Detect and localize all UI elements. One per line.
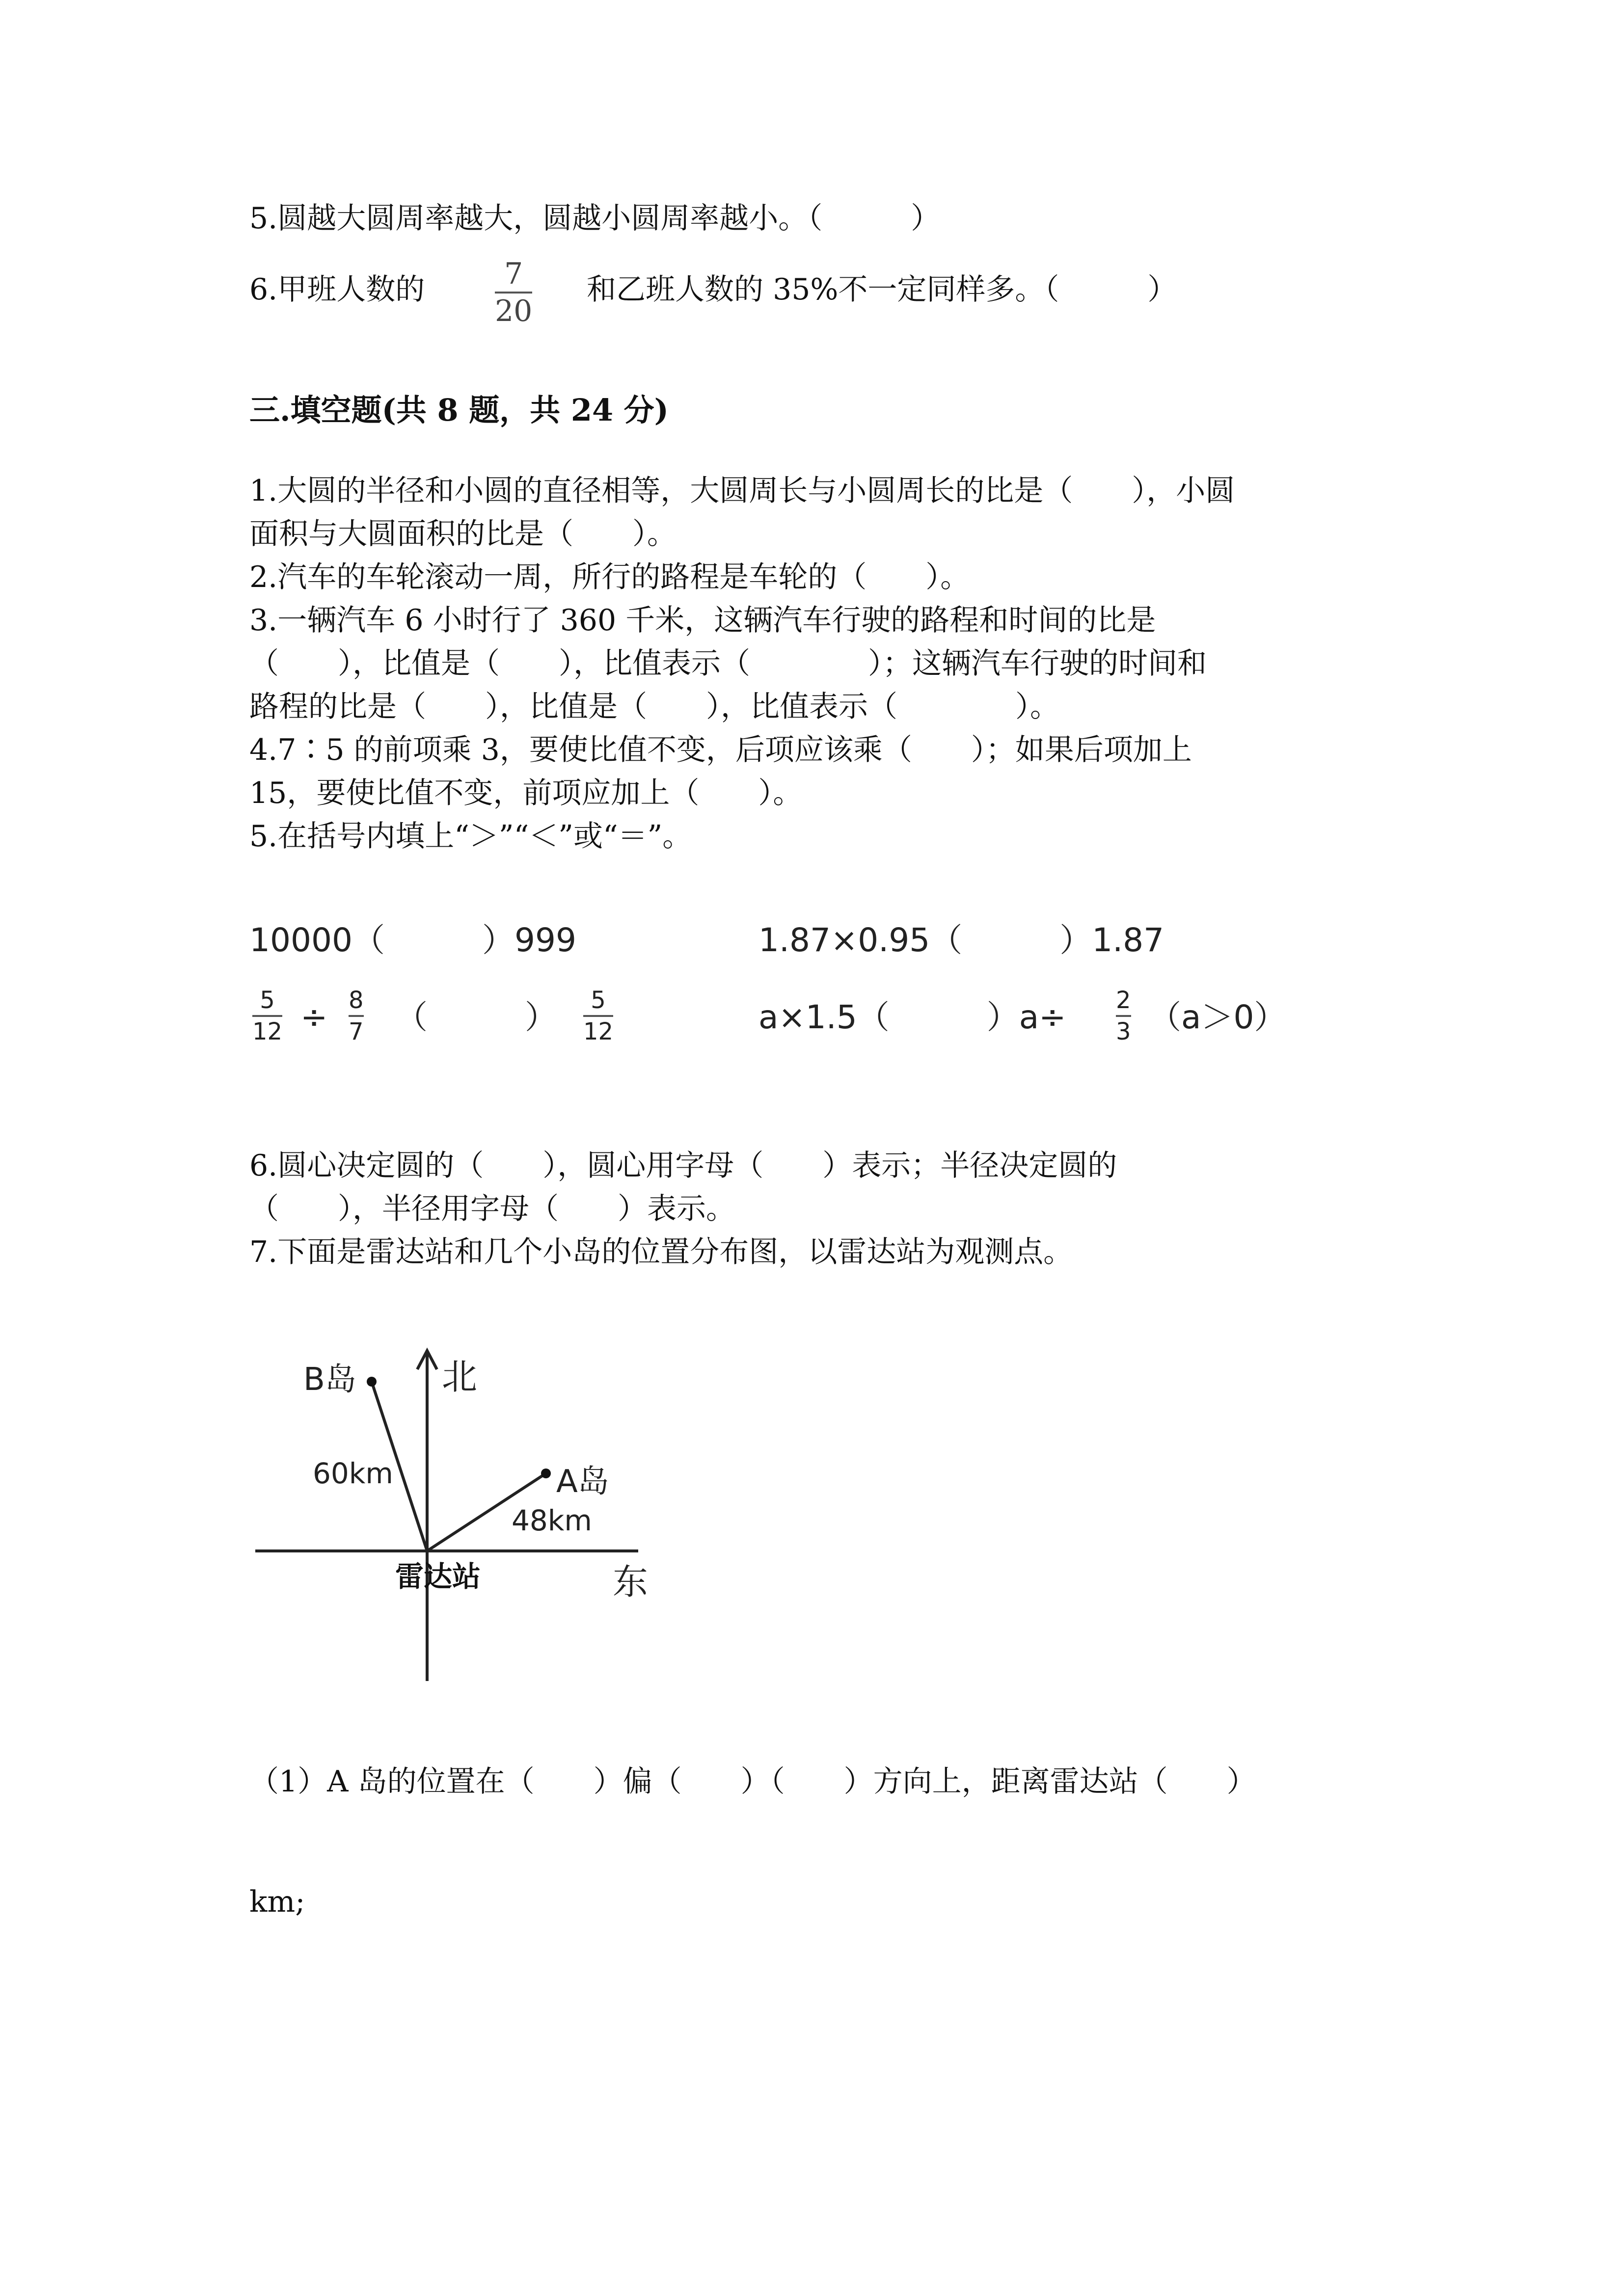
fill-question-1-line-2: 面积与大圆面积的比是（ ）。 xyxy=(249,517,677,551)
section-heading: 三.填空题(共 8 题，共 24 分) xyxy=(249,392,669,428)
north-label: 北 xyxy=(442,1356,478,1397)
fill-question-4-line-1: 4.7∶5 的前项乘 3，要使比值不变，后项应该乘（ ）；如果后项加上 xyxy=(249,733,1192,767)
compare-row-1-right: 1.87×0.95（ ）1.87 xyxy=(758,921,1164,959)
fraction-numerator: 5 xyxy=(260,987,275,1014)
fill-question-6-line-2: （ ），半径用字母（ ）表示。 xyxy=(249,1192,735,1226)
island-a-point xyxy=(541,1468,551,1478)
fraction-denominator: 3 xyxy=(1116,1018,1131,1045)
compare-row-2-condition: （a＞0） xyxy=(1149,998,1287,1036)
judge-question-6-before: 6.甲班人数的 xyxy=(249,272,425,307)
fraction-denominator: 7 xyxy=(349,1018,364,1045)
compare-row-2-right: a×1.5（ ）a÷ xyxy=(758,998,1066,1036)
island-b-point xyxy=(367,1377,377,1387)
fraction-denominator: 12 xyxy=(252,1018,283,1045)
fraction-denominator: 12 xyxy=(583,1018,614,1045)
fill-question-4-line-2: 15，要使比值不变，前项应加上（ ）。 xyxy=(249,776,803,810)
judge-question-6-after: 和乙班人数的 35%不一定同样多。（ ） xyxy=(587,272,1177,307)
east-label: 东 xyxy=(613,1561,649,1602)
compare-divide-sign: ÷ xyxy=(300,998,328,1036)
fill-question-2: 2.汽车的车轮滚动一周，所行的路程是车轮的（ ）。 xyxy=(249,560,970,594)
fraction-numerator: 7 xyxy=(504,257,523,291)
fraction-numerator: 5 xyxy=(591,987,606,1014)
fraction-denominator: 20 xyxy=(495,294,533,328)
fill-question-3-line-1: 3.一辆汽车 6 小时行了 360 千米，这辆汽车行驶的路程和时间的比是 xyxy=(249,603,1156,638)
fill-question-7: 7.下面是雷达站和几个小岛的位置分布图，以雷达站为观测点。 xyxy=(249,1235,1073,1269)
fraction-numerator: 8 xyxy=(349,987,364,1014)
fill-question-1-line-1: 1.大圆的半径和小圆的直径相等，大圆周长与小圆周长的比是（ ），小圆 xyxy=(249,474,1235,508)
distance-a-label: 48km xyxy=(512,1504,592,1537)
island-b-label: B岛 xyxy=(303,1362,356,1398)
fill-question-3-line-2: （ ），比值是（ ），比值表示（ ）；这辆汽车行驶的时间和 xyxy=(249,646,1207,681)
fill-question-5: 5.在括号内填上“＞”“＜”或“＝”。 xyxy=(249,819,692,854)
fill-question-6-line-1: 6.圆心决定圆的（ ），圆心用字母（ ）表示；半径决定圆的 xyxy=(249,1148,1117,1183)
fill-question-7-sub-1-unit: km; xyxy=(249,1885,305,1919)
compare-row-2-blank: （ ） xyxy=(395,998,557,1036)
fill-question-7-sub-1: （1）A 岛的位置在（ ）偏（ ）（ ）方向上，距离雷达站（ ） xyxy=(249,1764,1256,1799)
fraction-numerator: 2 xyxy=(1116,987,1131,1014)
judge-question-5: 5.圆越大圆周率越大，圆越小圆周率越小。（ ） xyxy=(249,201,941,236)
compare-row-1-left: 10000（ ）999 xyxy=(249,921,576,959)
radar-station-label: 雷达站 xyxy=(395,1560,481,1593)
island-a-label: A岛 xyxy=(556,1464,609,1500)
fill-question-3-line-3: 路程的比是（ ），比值是（ ），比值表示（ ）。 xyxy=(249,690,1059,724)
distance-b-label: 60km xyxy=(313,1457,393,1490)
